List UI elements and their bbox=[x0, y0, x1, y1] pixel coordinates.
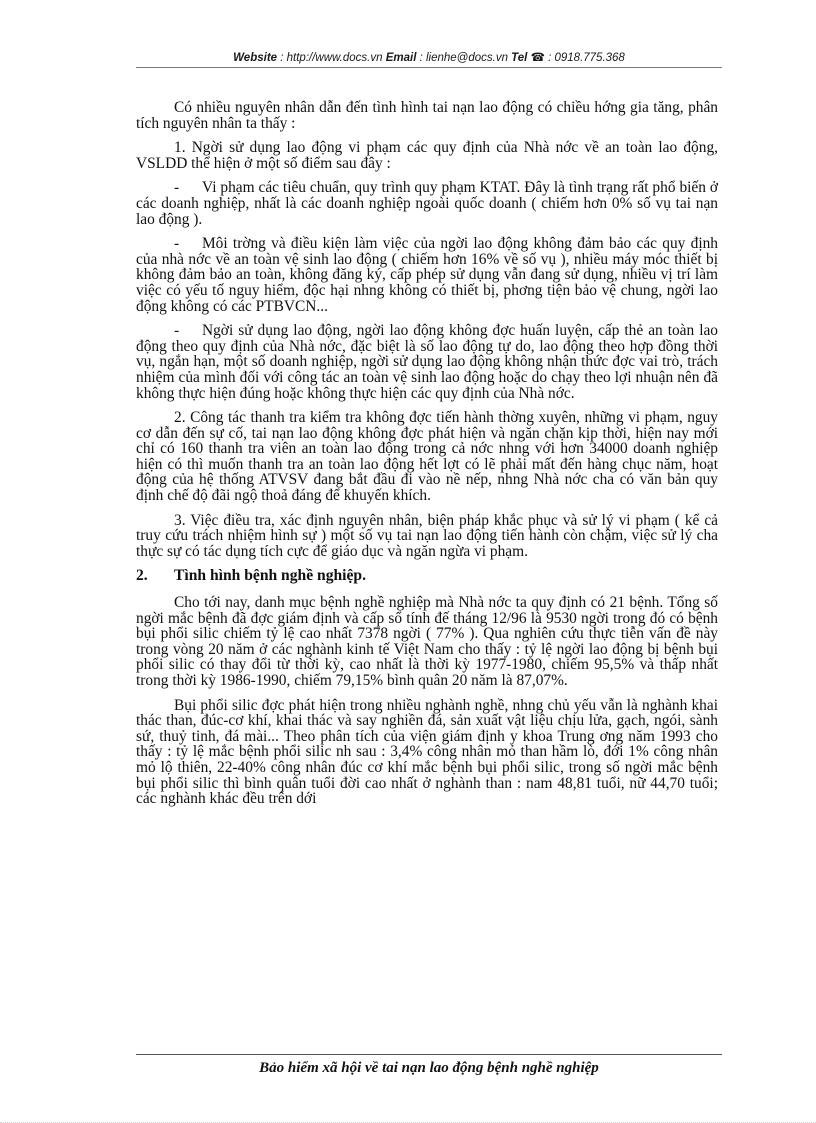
document-body bbox=[136, 100, 718, 816]
paragraph-disease-stats: Cho tới nay, danh mục bệnh nghề nghiệp mà Nhà nớc ta quy định có 21 bệnh. Tổng số ngời mắc bệnh đã đợc giám định và cấp sổ tính đế tháng 12/96 là 9530 ngời trong đó có bệnh bụi phổi silic chiếm tỷ lệ cao nhất 7378 ngời ( 77% ). Qua nghiên cứu thực tiễn vấn đề này trong vòng 20 năm ở các nghành kinh tế Việt Nam cho thấy : tỷ lệ ngời lao động bị bệnh bụi phổi silic có thay đổi từ thời kỳ, cao nhất là thời kỳ 1977-1980, chiếm 95,5% và thấp nhất trong thời kỳ 1986-1990, chiếm 79,15% bình quân 20 năm là 87,07%. bbox=[136, 594, 718, 689]
bullet-item bbox=[136, 323, 718, 401]
tel-value: ☎ : 0918.775.368 bbox=[527, 52, 625, 64]
footer-divider bbox=[136, 1054, 722, 1055]
paragraph-cause-3: 3. Việc điều tra, xác định nguyên nhân, biện pháp khắc phục và sử lý vi phạm ( kể cả truy cứu trách nhiệm hình sự ) một số vụ tai nạn lao động tiến hành còn chậm, việc sử lý cha thực sự có tác dụng tích cực để giáo dục và ngăn ngừa vi phạm. bbox=[136, 511, 718, 560]
bullet-text: Ngời sử dụng lao động, ngời lao động không đợc huấn luyện, cấp thẻ an toàn lao động theo quy định của Nhà nớc, đặc biệt là số lao động tự do, lao động theo hợp đồng thời vụ, ngắn hạn, một số doanh nghiệp, ngời sử dụng lao động không nhận thức đợc vai trò, trách nhiệm của mình đối với công tác an toàn vệ sinh lao động hoặc do chạy theo lợi nhuận nên đã không thực hiện đúng hoặc không thực hiện các quy định của Nhà nớc. bbox=[136, 322, 718, 402]
website-value: : http://www.docs.vn bbox=[277, 52, 386, 64]
section-heading bbox=[136, 568, 718, 584]
paragraph-silicosis: Bụi phổi silic đợc phát hiện trong nhiều nghành nghề, nhng chủ yếu vẫn là nghành khai thác than, đúc-cơ khí, khai thác và say nghiền đá, sản xuất vật liệu chịu lửa, gạch, ngói, sành sứ, thuỷ tinh, đá mài... Theo phân tích của viện giám định y khoa Trung ơng năm 1993 cho thấy : tỷ lệ mắc bệnh phổi silic nh sau : 3,4% công nhân mỏ than hầm lò, đới 1% công nhân mỏ lộ thiên, 22-40% công nhân đúc cơ khí mắc bệnh bụi phổi silic, trong số ngời mắc bệnh bụi phổi silic thì bình quân tuổi đời cao nhất ở nghành than : nam 48,81 tuổi, nữ 44,70 tuổi; các nghành khác đều trên dới bbox=[136, 696, 718, 808]
bullet-marker: - bbox=[174, 322, 180, 340]
page-footer: Bảo hiểm xã hội về tai nạn lao động bệnh nghề nghiệp bbox=[259, 1060, 599, 1076]
bullet-text: Vi phạm các tiêu chuẩn, quy trình quy phạm KTAT. Đây là tình trạng rất phổ biến ở các doanh nghiệp, nhất là các doanh nghiệp ngoài quốc doanh ( chiếm hơn 0% số vụ tai nạn lao động ). bbox=[136, 179, 718, 228]
email-value: : lienhe@docs.vn bbox=[416, 52, 512, 64]
tel-label: Tel bbox=[511, 52, 528, 64]
bullet-marker: - bbox=[174, 179, 180, 197]
section-number: 2. bbox=[136, 567, 148, 585]
bullet-item bbox=[136, 180, 718, 227]
bullet-text: Môi trờng và điều kiện làm việc của ngời lao động không đảm bảo các quy định của nhà nớc về an toàn vệ sinh lao động ( chiếm hơn 16% về số vụ ), nhiều máy móc thiết bị không đảm bảo an toàn, không đăng ký, cấp phép sử dụng vẫn đang sử dụng, nhiều vị trí làm việc có yếu tố nguy hiểm, độc hại nhng không có thiết bị, phơng tiện bảo vệ chung, ngời lao động không có các PTBVCN... bbox=[136, 235, 718, 315]
bullet-marker: - bbox=[174, 235, 180, 253]
paragraph-cause-1: 1. Ngời sử dụng lao động vi phạm các quy định của Nhà nớc về an toàn lao động, VSLDD thể hiện ở một số điểm sau đây : bbox=[136, 139, 718, 172]
website-label: Website bbox=[233, 52, 278, 64]
paragraph-intro: Có nhiều nguyên nhân dẫn đến tình hình tai nạn lao động có chiều hớng gia tăng, phân tích nguyên nhân ta thấy : bbox=[136, 99, 718, 132]
header-divider bbox=[136, 67, 722, 68]
page-header bbox=[136, 50, 722, 66]
email-label: Email bbox=[385, 52, 417, 64]
paragraph-cause-2: 2. Công tác thanh tra kiểm tra không đợc tiến hành thờng xuyên, những vi phạm, nguy cơ dẫn đến sự cố, tai nạn lao động không đợc phát hiện và ngăn chặn kịp thời, hiện nay mới chỉ có 160 thanh tra viên an toàn lao động trong cả nớc nhng với hơn 34000 doanh nghiệp hiện có thì muốn thanh tra an toàn lao động hết lợt có lẽ phải mất đến hàng chục năm, hoạt động của hệ thống ATVSV đang bắt đầu đi vào nề nếp, nhng Nhà nớc cha có văn bản quy định chế độ đãi ngộ thoả đáng để khuyến khích. bbox=[136, 409, 718, 505]
section-title: Tình hình bệnh nghề nghiệp. bbox=[174, 567, 366, 585]
bullet-item bbox=[136, 236, 718, 314]
